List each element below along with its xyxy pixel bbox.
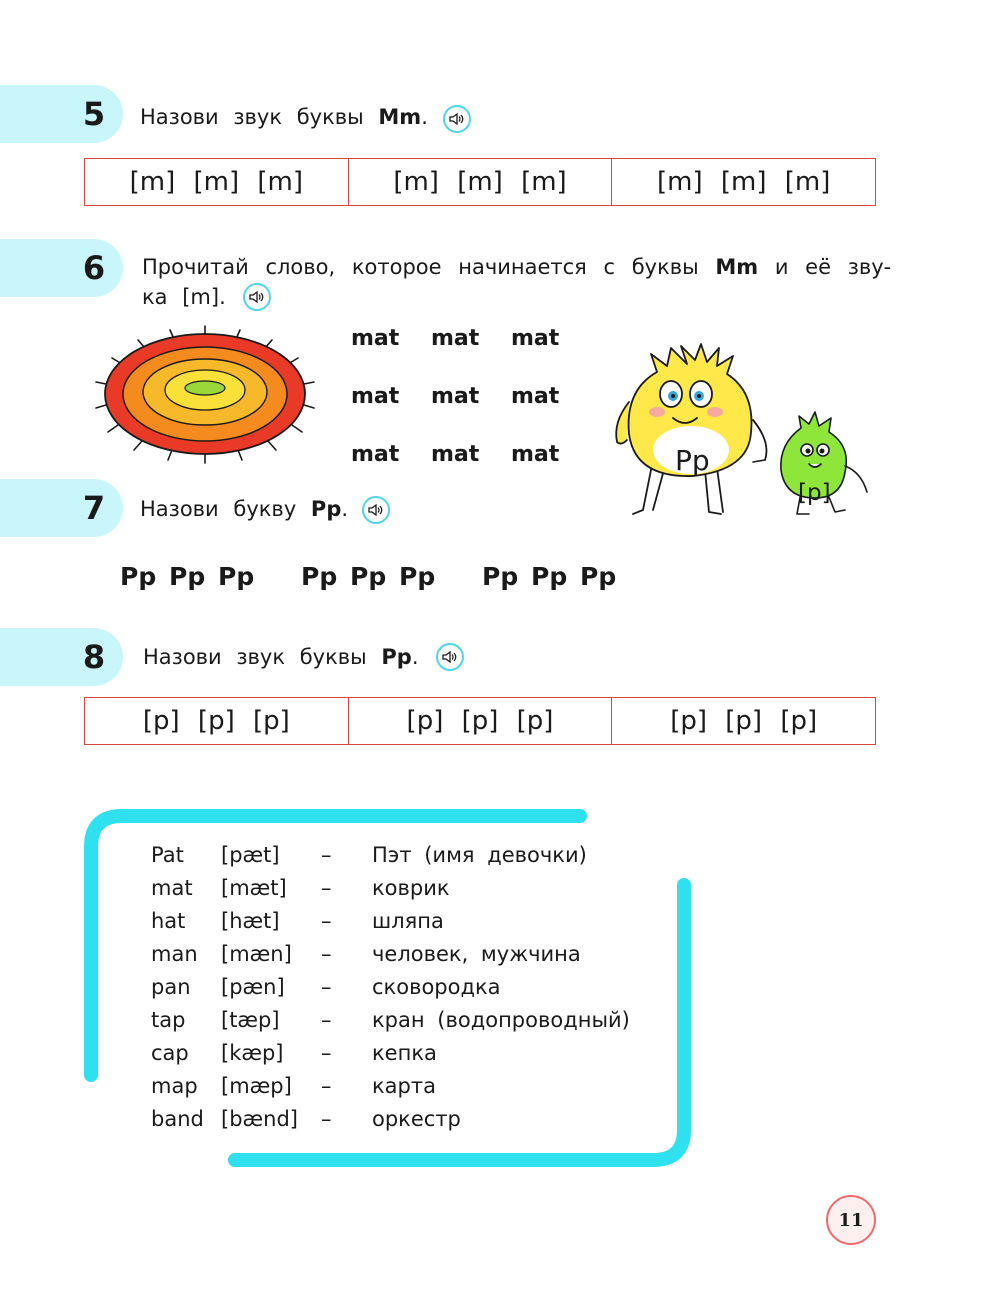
vocab-dash: – (321, 1008, 332, 1032)
sound-cell: [p] [p] [p] (142, 706, 290, 736)
word-mat: mat (351, 384, 400, 409)
vocab-word: band (151, 1107, 204, 1131)
task-6-line1-tail: и её зву- (758, 255, 892, 279)
task-5-instruction (140, 105, 428, 129)
task-8-text: Назови звук буквы (143, 645, 382, 669)
vocab-word: tap (151, 1008, 186, 1032)
vocab-dash: – (321, 942, 332, 966)
task-8-tail: . (411, 645, 419, 669)
letter-pp: Pp (531, 562, 568, 591)
vocab-word: map (151, 1074, 198, 1098)
vocab-dash: – (321, 975, 332, 999)
monster-characters-illustration (605, 342, 875, 522)
vocab-transcription: [pæn] (221, 975, 285, 999)
vocab-meaning: шляпа (372, 909, 444, 933)
task-5-letter: Mm (378, 105, 422, 129)
mat-illustration (90, 322, 320, 464)
vocab-word: man (151, 942, 198, 966)
vocab-meaning: кепка (372, 1041, 437, 1065)
word-mat: mat (511, 326, 560, 351)
vocab-transcription: [mæn] (221, 942, 292, 966)
word-mat: mat (511, 384, 560, 409)
vocab-transcription: [tæp] (221, 1008, 280, 1032)
letter-pp: Pp (301, 562, 338, 591)
vocab-word: cap (151, 1041, 189, 1065)
vocab-meaning: коврик (372, 876, 450, 900)
vocab-transcription: [kæp] (221, 1041, 284, 1065)
word-mat: mat (511, 442, 560, 467)
vocab-meaning: карта (372, 1074, 436, 1098)
sound-cell: [p] [p] [p] (348, 698, 612, 744)
vocab-transcription: [mæt] (221, 876, 287, 900)
vocab-dash: – (321, 1074, 332, 1098)
task-5-tab (0, 85, 123, 143)
word-mat: mat (431, 384, 480, 409)
task-8-sound-table (84, 697, 876, 745)
task-7-text: Назови букву (140, 497, 311, 521)
vocab-transcription: [pæt] (221, 843, 280, 867)
task-6-tab (0, 239, 123, 297)
word-mat: mat (431, 442, 480, 467)
vocab-dash: – (321, 1041, 332, 1065)
vocab-meaning: сковородка (372, 975, 501, 999)
vocab-meaning: оркестр (372, 1107, 461, 1131)
task-8-tab (0, 628, 123, 686)
vocab-transcription: [hæt] (221, 909, 280, 933)
sound-cell: [m] [m] [m] (129, 167, 304, 197)
vocab-word: pan (151, 975, 191, 999)
letter-pp: Pp (120, 562, 157, 591)
task-7-tab (0, 479, 123, 537)
word-mat: mat (431, 326, 480, 351)
vocab-transcription: [mæp] (221, 1074, 292, 1098)
letter-pp: Pp (218, 562, 255, 591)
task-6-number: 6 (82, 249, 106, 287)
task-5-number: 5 (82, 95, 106, 133)
task-5-sound-table (84, 158, 876, 206)
vocab-word: mat (151, 876, 193, 900)
letter-pp: Pp (580, 562, 617, 591)
vocab-dash: – (321, 1107, 332, 1131)
task-6-line2: ка [m]. (142, 285, 226, 309)
word-mat: mat (351, 442, 400, 467)
task-7-tail: . (341, 497, 349, 521)
letter-pp: Pp (399, 562, 436, 591)
task-8-number: 8 (82, 638, 106, 676)
vocab-word: Pat (151, 843, 184, 867)
letter-pp: Pp (482, 562, 519, 591)
task-6-letter: Mm (715, 255, 759, 279)
vocab-dash: – (321, 876, 332, 900)
task-6-line1: Прочитай слово, которое начинается с буквы (142, 255, 716, 279)
vocab-dash: – (321, 909, 332, 933)
speaker-icon[interactable] (443, 105, 471, 133)
task-7-number: 7 (82, 489, 106, 527)
word-mat: mat (351, 326, 400, 351)
vocab-word: hat (151, 909, 186, 933)
vocab-dash: – (321, 843, 332, 867)
speaker-icon[interactable] (362, 496, 390, 524)
letter-pp: Pp (169, 562, 206, 591)
sound-cell: [p] [p] [p] (611, 698, 875, 744)
vocab-meaning: Пэт (имя девочки) (372, 843, 587, 867)
letter-pp: Pp (350, 562, 387, 591)
task-5-tail: . (421, 105, 428, 129)
sound-cell: [m] [m] [m] (611, 159, 875, 205)
sound-cell: [m] [m] [m] (348, 159, 612, 205)
task-7-instruction (140, 497, 348, 521)
task-7-letter: Pp (310, 497, 342, 521)
vocab-transcription: [bænd] (221, 1107, 298, 1131)
page-number: 11 (826, 1195, 876, 1245)
speaker-icon[interactable] (436, 643, 464, 671)
small-monster-label: [p] (798, 480, 831, 506)
big-monster-label: Pp (675, 444, 710, 477)
vocab-meaning: кран (водопроводный) (372, 1008, 630, 1032)
vocab-meaning: человек, мужчина (372, 942, 581, 966)
speaker-icon[interactable] (243, 283, 271, 311)
task-5-text: Назови звук буквы (140, 105, 379, 129)
task-6-instruction (142, 255, 891, 279)
task-8-instruction (143, 645, 419, 669)
task-8-letter: Pp (381, 645, 412, 669)
